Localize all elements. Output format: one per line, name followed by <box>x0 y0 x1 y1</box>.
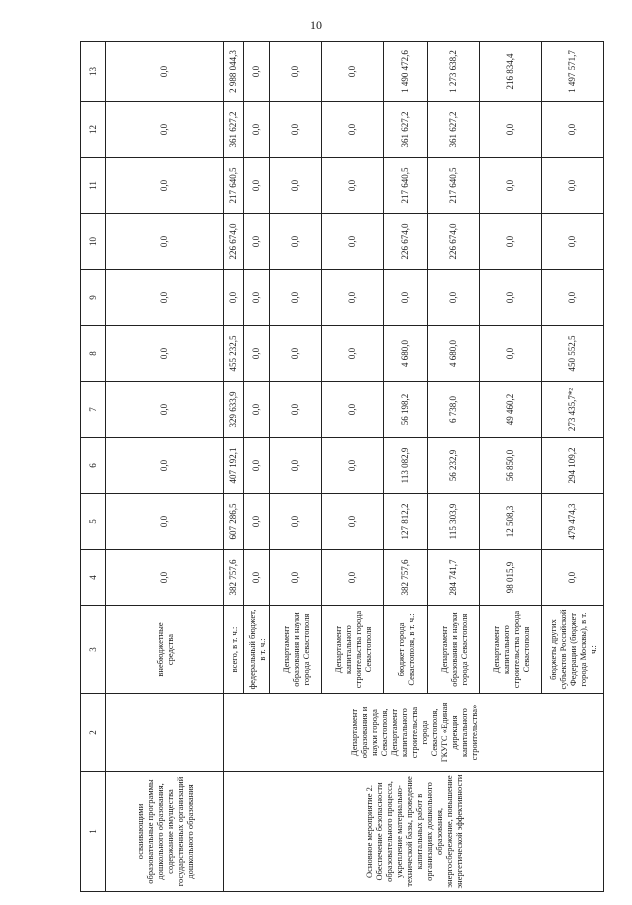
value-cell: 0,0 <box>322 214 384 270</box>
value-cell: 0,0 <box>542 270 604 326</box>
value-cell: 0,0 <box>244 214 270 270</box>
value-cell: 0,0 <box>106 270 224 326</box>
value-cell: 216 834,4 <box>480 42 542 102</box>
header-cell: 9 <box>81 270 106 326</box>
value-cell: 0,0 <box>322 438 384 494</box>
header-cell: 8 <box>81 326 106 382</box>
value-cell: 0,0 <box>270 494 322 550</box>
value-cell: 294 109,2 <box>542 438 604 494</box>
value-cell: 479 474,3 <box>542 494 604 550</box>
value-cell: 12 508,3 <box>480 494 542 550</box>
value-cell: 115 303,9 <box>428 494 480 550</box>
value-cell: 361 627,2 <box>428 102 480 158</box>
header-row <box>81 42 106 892</box>
header-cell: 2 <box>81 694 106 772</box>
value-cell: 0,0 <box>322 42 384 102</box>
value-cell: 113 082,9 <box>384 438 428 494</box>
value-cell: 0,0 <box>480 270 542 326</box>
funding-source-cell: всего, в т. ч.: <box>224 606 244 694</box>
value-cell: 56 198,2 <box>384 382 428 438</box>
value-cell: 0,0 <box>542 158 604 214</box>
value-cell: 0,0 <box>106 438 224 494</box>
value-cell: 127 812,2 <box>384 494 428 550</box>
value-cell: 217 640,5 <box>428 158 480 214</box>
value-cell: 0,0 <box>428 270 480 326</box>
value-cell: 0,0 <box>270 270 322 326</box>
value-cell: 0,0 <box>542 550 604 606</box>
value-cell: 2 988 044,3 <box>224 42 244 102</box>
value-cell: 56 850,0 <box>480 438 542 494</box>
value-cell: 98 015,9 <box>480 550 542 606</box>
value-cell: 1 273 638,2 <box>428 42 480 102</box>
value-cell: 0,0 <box>322 158 384 214</box>
value-cell: 0,0 <box>480 326 542 382</box>
value-cell: 329 633,9 <box>224 382 244 438</box>
value-cell: 0,0 <box>270 42 322 102</box>
value-cell: 0,0 <box>322 270 384 326</box>
header-cell: 12 <box>81 102 106 158</box>
value-cell: 382 757,6 <box>224 550 244 606</box>
header-cell: 11 <box>81 158 106 214</box>
value-cell: 0,0 <box>244 102 270 158</box>
value-cell: 0,0 <box>270 158 322 214</box>
value-cell: 0,0 <box>106 102 224 158</box>
value-cell: 4 680,0 <box>428 326 480 382</box>
value-cell: 0,0 <box>270 326 322 382</box>
value-cell: 0,0 <box>480 102 542 158</box>
funding-source-cell: Департамент капитального строительства города Севастополя <box>480 606 542 694</box>
value-cell: 361 627,2 <box>224 102 244 158</box>
funding-source-cell: Департамент образования и науки города Севастополя <box>270 606 322 694</box>
value-cell: 0,0 <box>106 326 224 382</box>
value-cell: 217 640,5 <box>224 158 244 214</box>
header-cell: 7 <box>81 382 106 438</box>
value-cell: 0,0 <box>244 42 270 102</box>
header-cell: 6 <box>81 438 106 494</box>
value-cell: 0,0 <box>270 438 322 494</box>
header-cell: 3 <box>81 606 106 694</box>
header-cell: 13 <box>81 42 106 102</box>
value-cell: 607 286,5 <box>224 494 244 550</box>
value-cell: 0,0 <box>384 270 428 326</box>
rotated-table-frame <box>80 42 600 892</box>
value-cell: 361 627,2 <box>384 102 428 158</box>
value-cell: 49 460,2 <box>480 382 542 438</box>
value-cell: 0,0 <box>322 326 384 382</box>
value-cell: 1 490 472,6 <box>384 42 428 102</box>
funding-source-cell: Департамент образования и науки города Севастополя <box>428 606 480 694</box>
header-cell: 1 <box>81 772 106 892</box>
funding-source-cell: бюджет города Севастополя, в т. ч.: <box>384 606 428 694</box>
value-cell: 0,0 <box>224 270 244 326</box>
value-cell: 217 640,5 <box>384 158 428 214</box>
value-cell: 56 232,9 <box>428 438 480 494</box>
funding-source-cell: Департамент капитального строительства города Севастополя <box>322 606 384 694</box>
funding-table <box>80 41 604 892</box>
funding-source-cell: внебюджетные средства <box>106 606 224 694</box>
value-cell: 450 552,5 <box>542 326 604 382</box>
value-cell: 6 738,0 <box>428 382 480 438</box>
executor-cell: Департамент образования и науки города Севастополя, Департамент капитального строительства города Севастополя, ГКУГС «Единая дирекция капитального строительства» <box>224 694 604 772</box>
value-cell: 0,0 <box>270 382 322 438</box>
value-cell: 0,0 <box>244 158 270 214</box>
value-cell: 0,0 <box>244 270 270 326</box>
header-cell: 5 <box>81 494 106 550</box>
value-cell: 0,0 <box>106 550 224 606</box>
value-cell: 0,0 <box>244 494 270 550</box>
table-container <box>80 42 600 892</box>
value-cell: 4 680,0 <box>384 326 428 382</box>
value-cell: 455 232,5 <box>224 326 244 382</box>
value-cell: 0,0 <box>244 382 270 438</box>
value-cell: 0,0 <box>480 214 542 270</box>
value-cell: 0,0 <box>322 102 384 158</box>
value-cell: 0,0 <box>106 42 224 102</box>
value-cell: 226 674,0 <box>384 214 428 270</box>
value-cell: 226 674,0 <box>428 214 480 270</box>
value-cell: 0,0 <box>244 326 270 382</box>
value-cell: 382 757,6 <box>384 550 428 606</box>
value-cell: 0,0 <box>244 438 270 494</box>
program-description-cell: осваивающими образовательные программы дошкольного образования, содержание имущества государственных организаций дошкольного образования <box>106 772 224 892</box>
value-cell: 0,0 <box>106 494 224 550</box>
value-cell: 0,0 <box>322 550 384 606</box>
funding-source-cell: бюджеты других субъектов Российской Федерации (бюджет города Москвы), в т. ч.: <box>542 606 604 694</box>
value-cell: 0,0 <box>106 158 224 214</box>
value-cell: 1 497 571,7 <box>542 42 604 102</box>
value-cell: 0,0 <box>106 214 224 270</box>
value-cell: 407 192,1 <box>224 438 244 494</box>
empty-cell <box>106 694 224 772</box>
value-cell: 0,0 <box>322 494 384 550</box>
header-cell: 10 <box>81 214 106 270</box>
header-cell: 4 <box>81 550 106 606</box>
table-row <box>224 42 244 892</box>
value-cell: 0,0 <box>244 550 270 606</box>
table-row <box>106 42 224 892</box>
value-cell: 0,0 <box>106 382 224 438</box>
value-cell: 0,0 <box>270 102 322 158</box>
value-cell: 226 674,0 <box>224 214 244 270</box>
value-cell: 0,0 <box>542 102 604 158</box>
value-cell: 0,0 <box>270 550 322 606</box>
value-cell: 284 741,7 <box>428 550 480 606</box>
funding-source-cell: федеральный бюджет, в т. ч.: <box>244 606 270 694</box>
value-cell: 273 435,7*² <box>542 382 604 438</box>
main-event-description-cell: Основное мероприятие 2. Обеспечение безопасности образовательного процесса, укрепление материально-технической базы, проведение капитальных работ в организациях дошкольного образования, энергосбережение, повышение энергетической эффективности <box>224 772 604 892</box>
page-number: 10 <box>310 18 322 32</box>
value-cell: 0,0 <box>480 158 542 214</box>
value-cell: 0,0 <box>322 382 384 438</box>
value-cell: 0,0 <box>542 214 604 270</box>
value-cell: 0,0 <box>270 214 322 270</box>
